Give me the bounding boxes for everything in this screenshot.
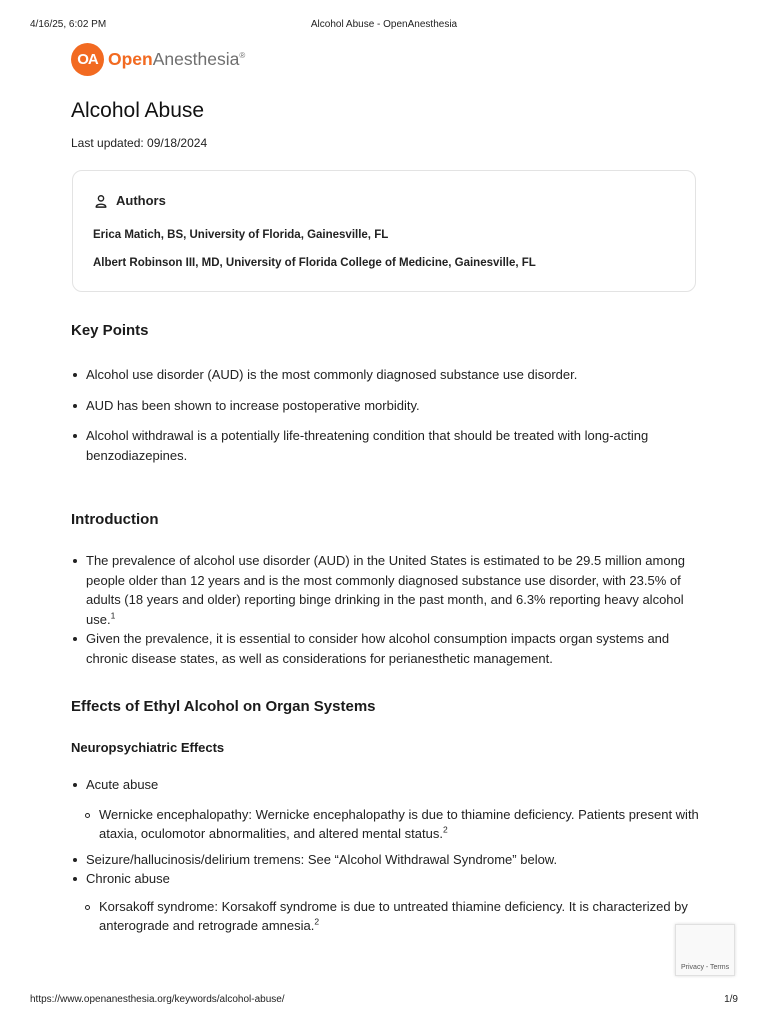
page-number: 1/9 [724, 994, 738, 1005]
list-item: Alcohol withdrawal is a potentially life-threatening condition that should be treated with long-acting benzodiazepines. [71, 426, 703, 465]
list-item: Seizure/hallucinosis/delirium tremens: See “Alcohol Withdrawal Syndrome” below. [71, 850, 703, 870]
print-footer [0, 994, 768, 1008]
sub-list-item [84, 897, 703, 936]
list-item-text: Wernicke encephalopathy: Wernicke encephalopathy is due to thiamine deficiency. Patients present with ataxia, oculomotor abnormalities, and altered mental status. [99, 806, 699, 841]
list-item: Chronic abuse [71, 869, 703, 889]
authors-heading [94, 193, 166, 208]
list-item-text: Given the prevalence, it is essential to consider how alcohol consumption impacts organ systems and chronic disease states, as well as considerations for perianesthetic management. [86, 631, 670, 666]
reference-number[interactable]: 2 [314, 916, 320, 927]
logo-mark-icon: OA [71, 43, 104, 76]
key-points-list [71, 365, 703, 465]
user-icon [94, 194, 108, 208]
logo-wordmark [108, 49, 245, 70]
authors-card [72, 170, 696, 292]
sub-list-item [84, 805, 703, 844]
recaptcha-privacy-terms[interactable]: Privacy - Terms [681, 964, 730, 971]
key-points-heading: Key Points [71, 322, 149, 339]
page-title: Alcohol Abuse [71, 99, 205, 122]
list-item: Acute abuse [71, 775, 703, 795]
site-logo[interactable] [71, 42, 245, 76]
author-entry: Albert Robinson III, MD, University of Florida College of Medicine, Gainesville, FL [93, 257, 536, 269]
effects-heading: Effects of Ethyl Alcohol on Organ Systems [71, 698, 376, 715]
logo-word-anesthesia: Anesthesia [152, 48, 240, 69]
logo-registered-mark: ® [239, 50, 246, 60]
author-entry: Erica Matich, BS, University of Florida, Gainesville, FL [93, 229, 389, 241]
print-datetime: 4/16/25, 6:02 PM [30, 19, 107, 30]
list-item-text: Korsakoff syndrome: Korsakoff syndrome is due to untreated thiamine deficiency. It is characterized by anterograde and retrograde amnesia. [99, 898, 688, 933]
introduction-heading: Introduction [71, 511, 159, 528]
print-page-title: Alcohol Abuse - OpenAnesthesia [310, 19, 458, 30]
list-item-text: The prevalence of alcohol use disorder (AUD) in the United States is estimated to be 29.5 million among people older than 12 years and is the most commonly diagnosed substance use disorder, with 23.5% of adults (18 years and older) reporting binge drinking in the past month, and 6.3% reporting heavy alcohol use. [86, 553, 686, 627]
logo-word-open: Open [108, 48, 153, 69]
list-item: Alcohol use disorder (AUD) is the most commonly diagnosed substance use disorder. [71, 365, 703, 385]
print-header [0, 19, 768, 33]
recaptcha-badge[interactable] [675, 924, 735, 976]
list-item [71, 551, 703, 629]
page-url: https://www.openanesthesia.org/keywords/alcohol-abuse/ [30, 994, 285, 1005]
effects-list [71, 775, 703, 936]
reference-number[interactable]: 1 [110, 610, 116, 621]
introduction-list [71, 551, 703, 668]
reference-number[interactable]: 2 [442, 824, 448, 835]
list-item [71, 629, 703, 668]
last-updated: Last updated: 09/18/2024 [71, 136, 208, 150]
neuropsychiatric-subheading: Neuropsychiatric Effects [71, 740, 225, 755]
authors-heading-label: Authors [116, 193, 166, 208]
list-item: AUD has been shown to increase postoperative morbidity. [71, 396, 703, 416]
